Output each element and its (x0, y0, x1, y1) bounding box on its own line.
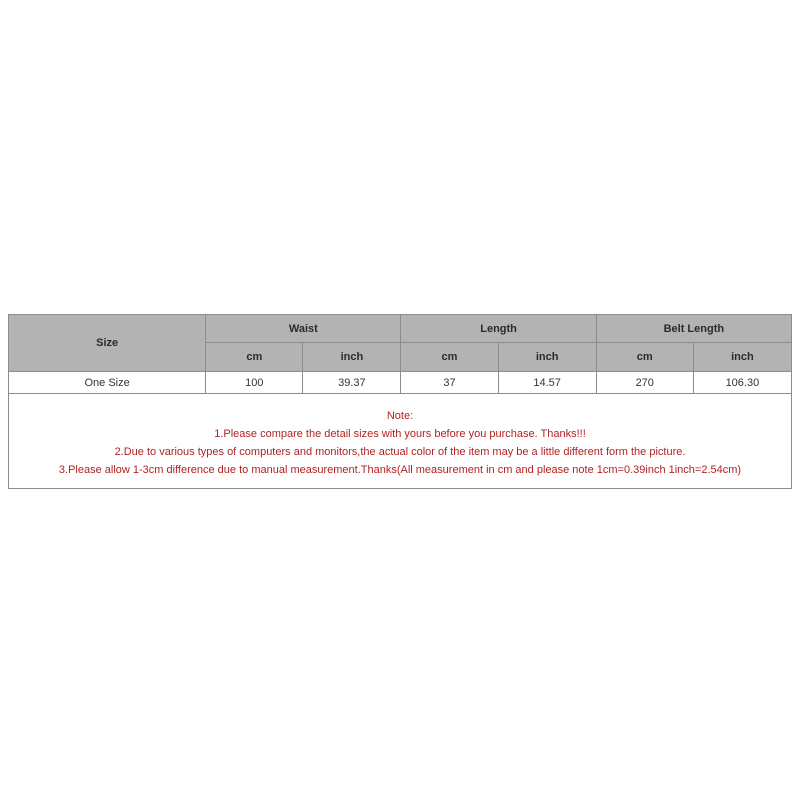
waist-inch-header: inch (303, 343, 401, 372)
header-row-groups (9, 315, 792, 343)
note-line-1: 1.Please compare the detail sizes with yours before you purchase. Thanks!!! (214, 428, 586, 440)
table-row (9, 372, 792, 394)
note-line-3: 3.Please allow 1-3cm difference due to manual measurement.Thanks(All measurement in cm and please note 1cm=0.39inch 1inch=2.54cm) (58, 464, 742, 476)
length-group-header: Length (401, 315, 596, 343)
waist-cm-cell: 100 (206, 372, 303, 394)
belt-length-inch-header: inch (693, 343, 791, 372)
length-inch-cell: 14.57 (498, 372, 596, 394)
waist-group-header: Waist (206, 315, 401, 343)
waist-cm-header: cm (206, 343, 303, 372)
notes-title: Note: (386, 410, 414, 422)
note-line-2: 2.Due to various types of computers and monitors,the actual color of the item may be a little different form the picture. (114, 446, 686, 458)
belt-length-group-header: Belt Length (596, 315, 791, 343)
size-cell: One Size (9, 372, 206, 394)
size-column-header: Size (9, 315, 206, 372)
belt-length-cm-header: cm (596, 343, 693, 372)
notes-cell (9, 394, 792, 489)
size-chart-table (8, 314, 792, 489)
length-cm-cell: 37 (401, 372, 498, 394)
length-inch-header: inch (498, 343, 596, 372)
belt-length-inch-cell: 106.30 (693, 372, 791, 394)
waist-inch-cell: 39.37 (303, 372, 401, 394)
notes-row (9, 394, 792, 489)
belt-length-cm-cell: 270 (596, 372, 693, 394)
length-cm-header: cm (401, 343, 498, 372)
